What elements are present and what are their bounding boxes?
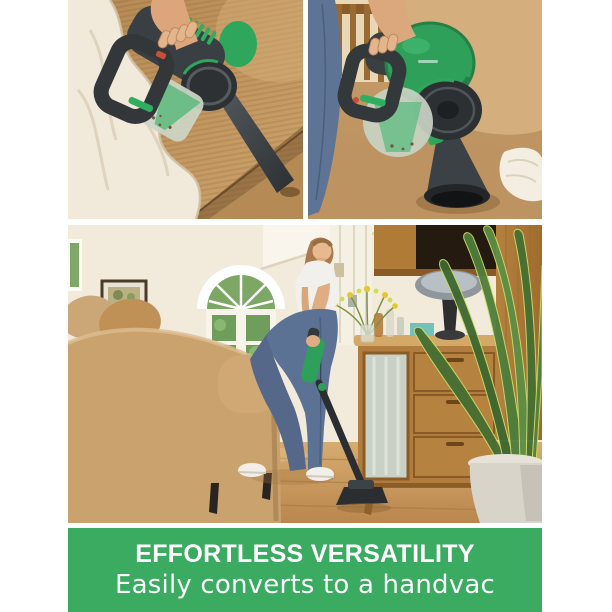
photo-handvac-brush-nozzle	[308, 0, 542, 219]
banner-title: EFFORTLESS VERSATILITY	[135, 540, 475, 568]
banner-subtitle: Easily converts to a handvac	[115, 570, 495, 600]
scene-living-room	[68, 225, 542, 523]
scene-couch-closeup-left	[68, 0, 303, 219]
scene-couch-closeup-right	[308, 0, 542, 219]
photo-stick-vacuum-living-room	[68, 225, 542, 523]
side-window	[68, 239, 82, 291]
caption-banner	[68, 528, 542, 612]
photo-handvac-crevice-tool	[68, 0, 303, 219]
